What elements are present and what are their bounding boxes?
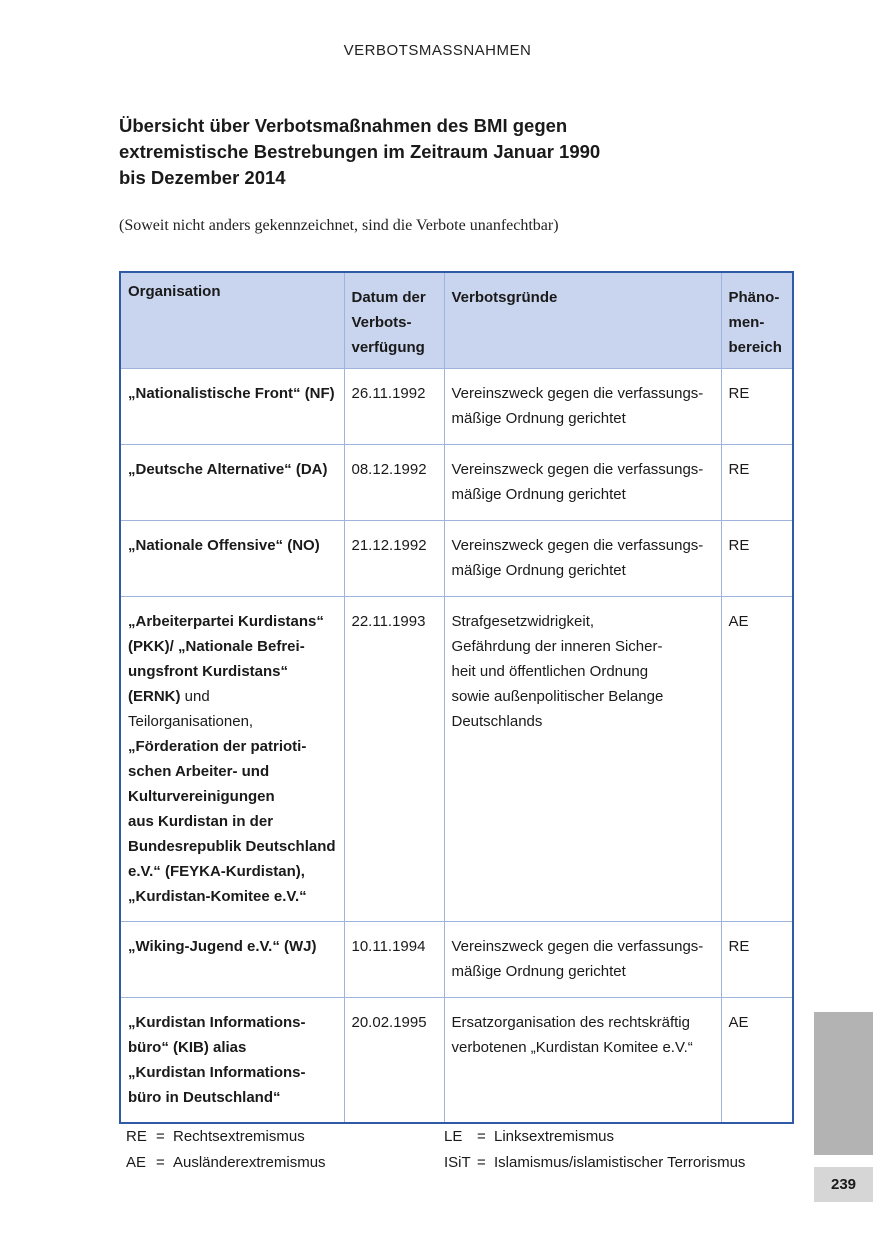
cell-verbotsgruende: Vereinszweck gegen die verfassungs- mäßige Ordnung gerichtet xyxy=(444,369,721,445)
cell-datum: 10.11.1994 xyxy=(344,922,444,998)
header-organisation: Organisation xyxy=(120,272,344,369)
cell-bereich: RE xyxy=(721,445,793,521)
legend-item: LE = Linksextremismus xyxy=(444,1128,615,1145)
cell-organisation: „Nationalistische Front“ (NF) xyxy=(120,369,344,445)
legend-column-left xyxy=(126,1124,326,1176)
title-line: Übersicht über Verbotsmaßnahmen des BMI gegen xyxy=(119,115,568,136)
page-number: 239 xyxy=(814,1167,873,1202)
cell-bereich: AE xyxy=(721,998,793,1124)
cell-bereich: RE xyxy=(721,922,793,998)
cell-datum: 26.11.1992 xyxy=(344,369,444,445)
header-phaenomenbereich: Phäno- men- bereich xyxy=(721,272,793,369)
legend-item: RE = Rechtsextremismus xyxy=(126,1128,305,1145)
title-line: extremistische Bestrebungen im Zeitraum Januar 1990 xyxy=(119,141,601,162)
cell-bereich: AE xyxy=(721,597,793,922)
ban-overview-table xyxy=(119,271,794,1124)
page-title xyxy=(119,113,639,191)
cell-verbotsgruende: Vereinszweck gegen die verfassungs- mäßige Ordnung gerichtet xyxy=(444,922,721,998)
cell-datum: 22.11.1993 xyxy=(344,597,444,922)
title-line: bis Dezember 2014 xyxy=(119,167,286,188)
cell-organisation: „Kurdistan Informations- büro“ (KIB) alias „Kurdistan Informations- büro in Deutschland“ xyxy=(120,998,344,1124)
cell-verbotsgruende: Vereinszweck gegen die verfassungs- mäßige Ordnung gerichtet xyxy=(444,521,721,597)
legend-item: AE = Ausländerextremismus xyxy=(126,1154,326,1171)
cell-organisation: „Wiking-Jugend e.V.“ (WJ) xyxy=(120,922,344,998)
table-row xyxy=(120,369,793,445)
legend-column-right xyxy=(444,1124,745,1176)
contestability-note: (Soweit nicht anders gekennzeichnet, sind die Verbote unanfechtbar) xyxy=(119,217,559,234)
chapter-thumb-tab xyxy=(814,1012,873,1155)
running-head: VERBOTSMASSNAHMEN xyxy=(343,42,532,59)
cell-bereich: RE xyxy=(721,521,793,597)
cell-bereich: RE xyxy=(721,369,793,445)
cell-verbotsgruende: Ersatzorganisation des rechtskräftig verbotenen „Kurdistan Komitee e.V.“ xyxy=(444,998,721,1124)
cell-datum: 21.12.1992 xyxy=(344,521,444,597)
table-row xyxy=(120,998,793,1124)
table-row xyxy=(120,597,793,922)
cell-organisation: „Nationale Offensive“ (NO) xyxy=(120,521,344,597)
cell-organisation: „Arbeiterpartei Kurdistans“ (PKK)/ „Nationale Befrei- ungsfront Kurdistans“ (ERNK) und Teilorganisationen, „Förderation der patrioti- schen Arbeiter- und Kulturvereinigungen aus Kurdistan in der Bundesrepublik Deutschland e.V.“ (FEYKA-Kurdistan), „Kurdistan-Komitee e.V.“ xyxy=(120,597,344,922)
cell-datum: 20.02.1995 xyxy=(344,998,444,1124)
cell-organisation: „Deutsche Alternative“ (DA) xyxy=(120,445,344,521)
cell-verbotsgruende: Vereinszweck gegen die verfassungs- mäßige Ordnung gerichtet xyxy=(444,445,721,521)
header-verbotsgruende: Verbotsgründe xyxy=(444,272,721,369)
cell-verbotsgruende: Strafgesetzwidrigkeit, Gefährdung der inneren Sicher- heit und öffentlichen Ordnung sowie außenpolitischer Belange Deutschlands xyxy=(444,597,721,922)
header-datum: Datum der Verbots- verfügung xyxy=(344,272,444,369)
cell-datum: 08.12.1992 xyxy=(344,445,444,521)
legend-item: ISiT = Islamismus/islamistischer Terrorismus xyxy=(444,1154,746,1171)
table-row xyxy=(120,922,793,998)
table-row xyxy=(120,521,793,597)
table-header-row xyxy=(120,272,793,369)
table-row xyxy=(120,445,793,521)
